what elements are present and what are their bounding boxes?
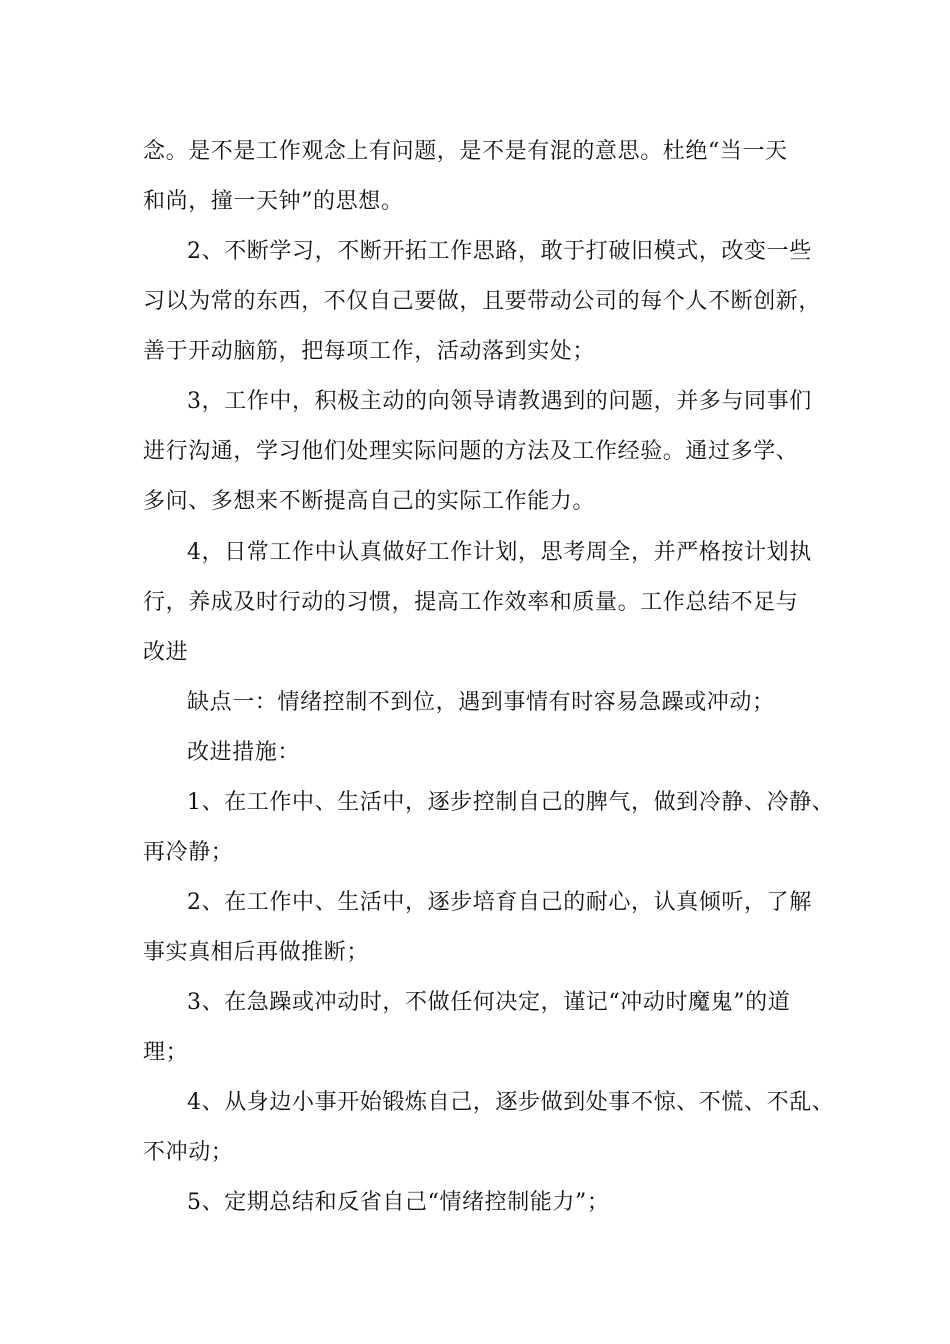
text-line-21: 不冲动； (143, 1140, 234, 1165)
text-line-22: 5、定期总结和反省自己“情绪控制能力”； (187, 1190, 610, 1215)
text-line-11: 改进 (143, 640, 189, 665)
text-line-14: 1、在工作中、生活中，逐步控制自己的脾气，做到冷静、冷静、 (187, 790, 835, 815)
text-line-3: 2、不断学习，不断开拓工作思路，敢于打破旧模式，改变一些 (187, 239, 812, 264)
text-line-2: 和尚，撞一天钟”的思想。 (143, 189, 404, 214)
text-line-20: 4、从身边小事开始锻炼自己，逐步做到处事不惊、不慌、不乱、 (187, 1090, 835, 1115)
text-line-7: 进行沟通，学习他们处理实际问题的方法及工作经验。通过多学、 (143, 439, 799, 464)
text-line-4: 习以为常的东西，不仅自己要做，且要带动公司的每个人不断创新， (143, 289, 822, 314)
text-line-17: 事实真相后再做推断； (143, 940, 370, 965)
text-line-8: 多问、多想来不断提高自己的实际工作能力。 (143, 489, 596, 514)
text-line-9: 4，日常工作中认真做好工作计划，思考周全，并严格按计划执 (187, 540, 812, 565)
text-line-18: 3、在急躁或冲动时，不做任何决定，谨记“冲动时魔鬼”的道 (187, 990, 791, 1015)
text-line-12: 缺点一：情绪控制不到位，遇到事情有时容易急躁或冲动； (187, 690, 775, 715)
text-line-19: 理； (143, 1040, 189, 1065)
text-line-15: 再冷静； (143, 840, 234, 865)
text-line-10: 行，养成及时行动的习惯，提高工作效率和质量。工作总结不足与 (143, 590, 799, 615)
text-line-16: 2、在工作中、生活中，逐步培育自己的耐心，认真倾听，了解 (187, 890, 812, 915)
text-line-5: 善于开动脑筋，把每项工作，活动落到实处； (143, 339, 596, 364)
text-line-1: 念。是不是工作观念上有问题，是不是有混的意思。杜绝“当一天 (143, 139, 788, 164)
text-line-6: 3，工作中，积极主动的向领导请教遇到的问题，并多与同事们 (187, 389, 812, 414)
text-line-13: 改进措施： (187, 740, 301, 765)
